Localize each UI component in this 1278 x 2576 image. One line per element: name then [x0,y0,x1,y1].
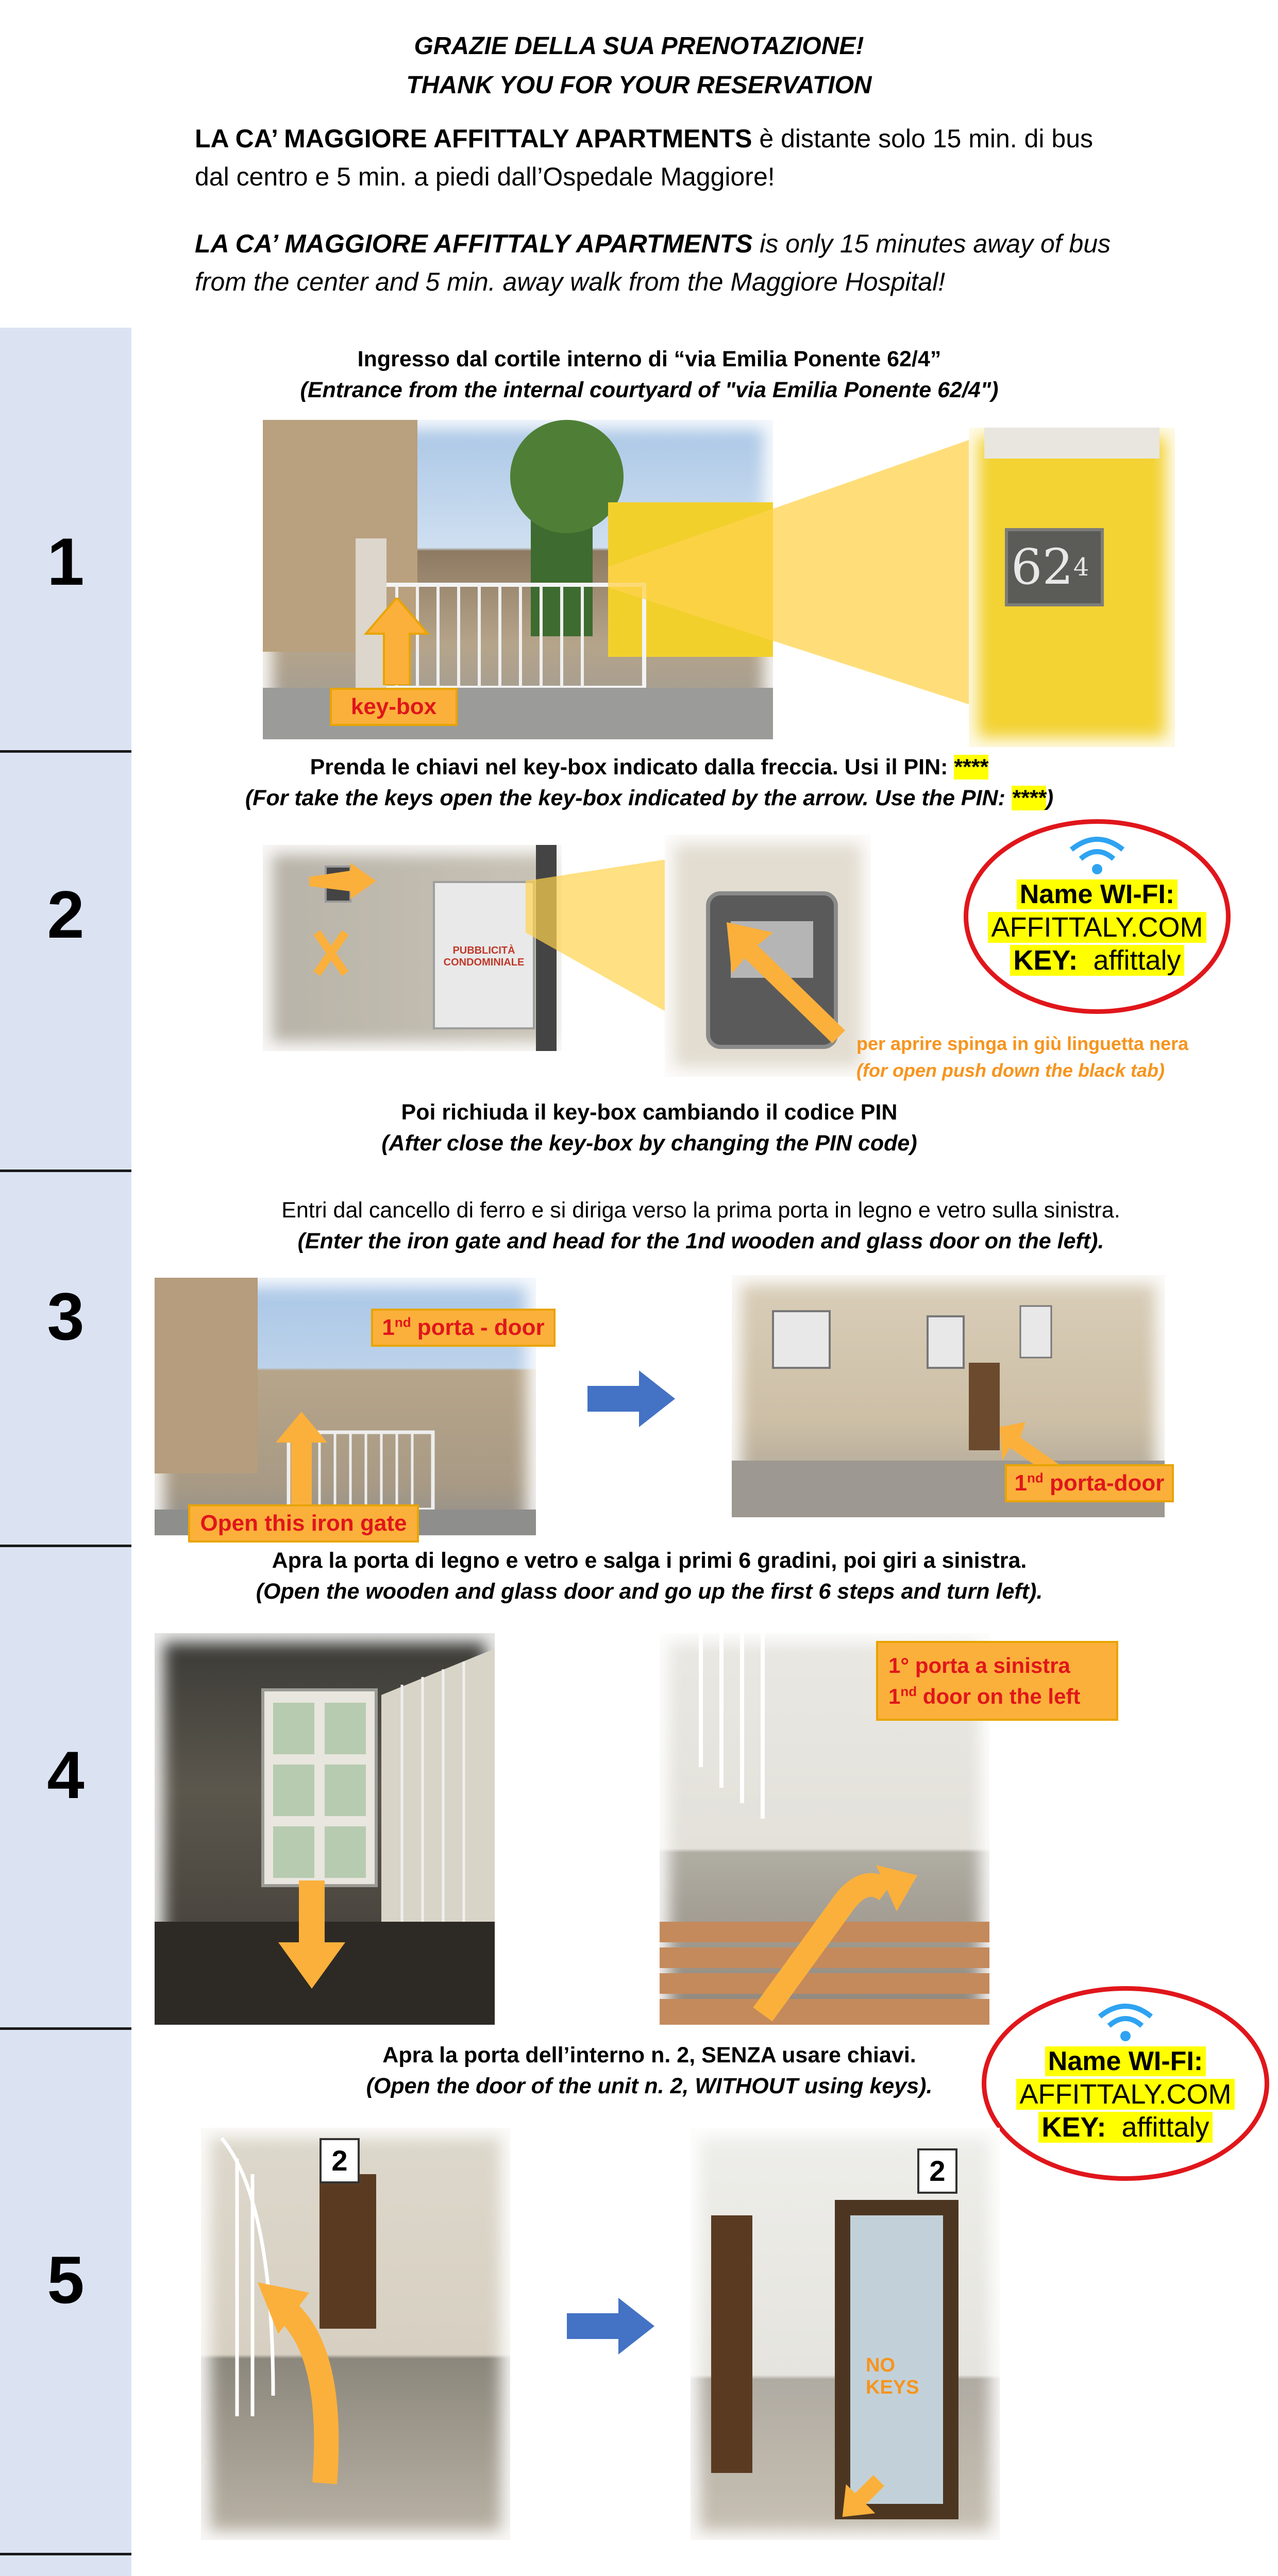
step2-caption-en [155,783,1144,813]
wifi-name-label: Name WI-FI: [1017,879,1178,909]
wifi-key-label-2: KEY: [1041,2112,1106,2143]
house-number: 62 [1011,539,1073,596]
step-number-2: 2 [47,877,85,952]
step5-caption-en: (Open the door of the unit n. 2, WITHOUT using keys). [366,2074,933,2098]
keybox-note-it: per aprire spinga in giù linguetta nera [856,1033,1189,1054]
intro-en-rest: is only 15 minutes away of bus from the center and 5 min. away walk from the Maggiore Hospital! [195,229,1111,296]
intro-it [195,120,1122,196]
gate-arrow-icon [273,1412,330,1504]
step2-after-it: Poi richiuda il key-box cambiando il codice PIN [401,1100,898,1125]
mailbox-label: PUBBLICITÀ CONDOMINIALE [443,945,525,968]
step-sidebar [0,328,131,2576]
intro-it-rest: è distante solo 15 min. di bus dal centro e 5 min. a piedi dall’Ospedale Maggiore! [195,124,1093,191]
step-number-5: 5 [47,2242,85,2317]
step5-caption-it: Apra la porta dell’interno n. 2, SENZA usare chiavi. [382,2043,916,2067]
keybox-pointer-icon [309,860,381,989]
step2-caption-it [155,752,1144,782]
wifi-network-2: AFFITTALY.COM [1016,2079,1234,2110]
step4-caption-it: Apra la porta di legno e vetro e salga i primi 6 gradini, poi giri a sinistra. [272,1548,1027,1573]
step-separator [0,1170,131,1172]
step1-number-plate-photo [969,428,1175,747]
wifi-info-bubble [964,819,1231,1014]
step-separator [0,750,131,753]
first-door-label-b [1005,1464,1174,1502]
intro-it-bold: LA CA’ MAGGIORE AFFITTALY APARTMENTS [195,124,752,153]
no-keys-label: NO KEYS [866,2354,919,2398]
open-gate-label: Open this iron gate [188,1504,419,1543]
step2-caption-en-text: (For take the keys open the key-box indicated by the arrow. Use the PIN: [245,786,1012,810]
keybox-note-en: (for open push down the black tab) [856,1060,1165,1081]
door-a-sup: nd [394,1314,411,1330]
step-separator [0,1545,131,1547]
door-b-sup: nd [1027,1470,1044,1486]
step1-caption-en: (Entrance from the internal courtyard of "via Emilia Ponente 62/4") [300,378,999,402]
zoom-cone [608,433,989,711]
door-left-sup: nd [900,1684,917,1699]
door-b-text: porta-door [1043,1470,1165,1496]
step4-caption-en: (Open the wooden and glass door and go up the first 6 steps and turn left). [256,1579,1043,1604]
step5-landing-photo [201,2128,510,2540]
unit-number-plate-2: 2 [917,2148,957,2194]
wifi-network: AFFITTALY.COM [988,912,1206,943]
door-a-text: porta - door [411,1315,545,1340]
step2-caption-it-text: Prenda le chiavi nel key-box indicato dalla freccia. Usi il PIN: [310,755,954,779]
wifi-key-value: affittaly [1093,945,1181,976]
first-door-left-label [876,1641,1118,1721]
step4-entrance-photo [155,1633,495,2025]
step2-mailbox-photo [263,845,562,1051]
door-left-text: door on the left [917,1684,1081,1708]
step2-caption-en-end: ) [1046,786,1054,810]
house-fraction: 4 [1073,553,1089,582]
step-separator [0,2027,131,2030]
door-left-line2 [888,1681,1106,1712]
step-number-4: 4 [47,1737,85,1812]
wifi-key-label: KEY: [1013,945,1078,976]
step-number-1: 1 [47,524,85,599]
door-b-num: 1 [1014,1470,1028,1496]
step1-caption-it: Ingresso dal cortile interno di “via Emilia Ponente 62/4” [357,347,941,371]
door-a-num: 1 [382,1315,395,1340]
intro-en [195,225,1122,301]
wifi-name-label-2: Name WI-FI: [1045,2046,1206,2076]
blue-arrow-right-icon [567,2298,654,2354]
keybox-tab-arrow-icon [721,917,855,1051]
title-en: THANK YOU FOR YOUR RESERVATION [406,72,872,99]
landing-illustration [201,2128,510,2540]
keybox-arrow-icon [361,598,433,685]
step6-caption-it [21,2573,1257,2576]
step-separator [0,2553,131,2555]
wifi-icon [1066,829,1128,875]
wifi-key-value-2: affittaly [1121,2112,1209,2143]
door-left-line1: 1° porta a sinistra [888,1653,1070,1677]
pin-value: **** [954,755,989,779]
pin-value-en: **** [1011,786,1046,810]
step3-caption-it: Entri dal cancello di ferro e si diriga verso la prima porta in legno e vetro sulla sinistra. [281,1198,1120,1223]
door-left-num: 1 [888,1684,901,1708]
step5-unit-door-photo [691,2128,1000,2540]
step3-caption-en: (Enter the iron gate and head for the 1nd wooden and glass door on the left). [297,1229,1104,1253]
unit-number-plate: 2 [320,2138,360,2183]
step-number-3: 3 [47,1279,85,1354]
keybox-label: key-box [330,688,458,726]
wifi-icon [1095,1996,1156,2042]
mailbox [433,881,535,1029]
wifi-info-bubble-2 [982,1986,1269,2181]
step2-after-en: (After close the key-box by changing the PIN code) [381,1131,917,1156]
house-number-plate [1005,528,1104,606]
first-door-label-a [371,1309,556,1347]
blue-arrow-right-icon [587,1370,675,1427]
intro-en-bold: LA CA’ MAGGIORE AFFITTALY APARTMENTS [195,229,753,258]
title-it: GRAZIE DELLA SUA PRENOTAZIONE! [414,32,864,60]
entrance-illustration [155,1633,495,2025]
